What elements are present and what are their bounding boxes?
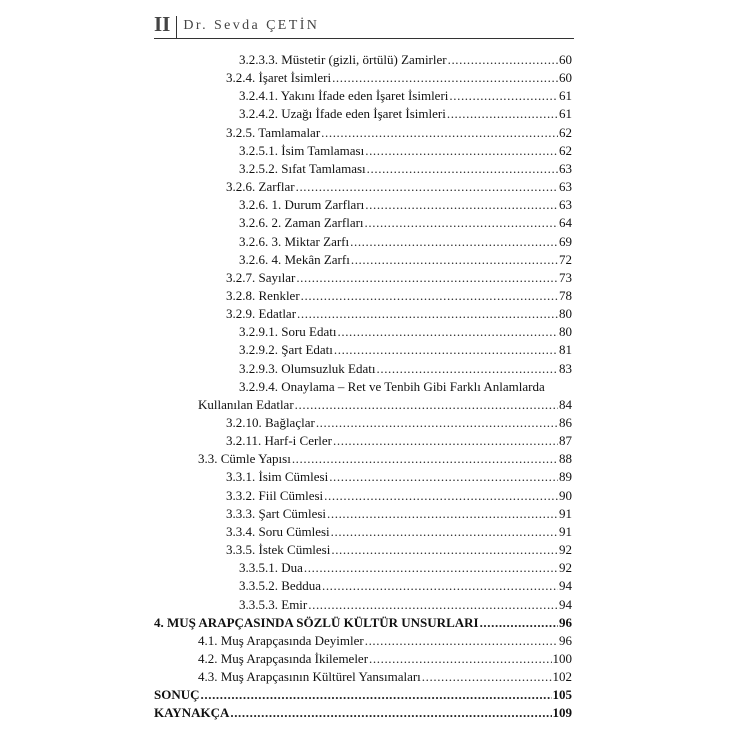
toc-entry — [226, 488, 572, 504]
toc-entry-label: 3.2.9.2. Şart Edatı — [239, 342, 333, 358]
toc-entry-label: 3.2.7. Sayılar — [226, 269, 296, 285]
dot-leader — [351, 252, 558, 268]
toc-entry-label: 3.2.5.1. İsim Tamlaması — [239, 142, 365, 158]
toc-entry-label: 3.2.9.4. Onaylama – Ret ve Tenbih Gibi Farklı Anlamlarda — [239, 378, 545, 394]
toc-entry-page: 91 — [559, 505, 572, 521]
toc-entry-page: 94 — [559, 596, 572, 612]
dot-leader — [201, 687, 552, 703]
toc-entry-label: 3.2.9. Edatlar — [226, 306, 297, 322]
toc-entry-page: 102 — [552, 669, 572, 685]
page-number: II — [154, 12, 171, 36]
dot-leader — [333, 433, 558, 449]
toc-entry-page: 92 — [559, 560, 572, 576]
toc-entry-page: 84 — [559, 396, 572, 412]
dot-leader — [365, 197, 558, 213]
toc-entry — [226, 433, 572, 449]
dot-leader — [327, 506, 558, 522]
toc-entry — [239, 161, 572, 177]
dot-leader — [448, 52, 558, 68]
dot-leader — [295, 397, 558, 413]
toc-entry-label: 3.2.6. 3. Miktar Zarfı — [239, 233, 350, 249]
toc-entry-label: 3.3. Cümle Yapısı — [198, 451, 291, 467]
toc-entry — [239, 379, 545, 395]
toc-entry — [239, 342, 572, 358]
toc-entry — [154, 615, 572, 631]
dot-leader — [308, 597, 558, 613]
toc-entry — [154, 705, 572, 721]
toc-entry — [198, 669, 572, 685]
toc-entry-label: 4.1. Muş Arapçasında Deyimler — [198, 632, 364, 648]
dot-leader — [367, 161, 558, 177]
dot-leader — [350, 234, 558, 250]
toc-entry — [226, 179, 572, 195]
toc-entry-label: 3.3.5.2. Beddua — [239, 578, 321, 594]
toc-entry-page: 86 — [559, 415, 572, 430]
toc-entry-label: 3.3.5.3. Emir — [239, 596, 308, 612]
toc-entry-label: 3.2.10. Bağlaçlar — [226, 415, 315, 430]
toc-entry-page: 78 — [559, 287, 572, 303]
toc-entry-label: 3.2.4.2. Uzağı İfade eden İşaret İsimleri — [239, 106, 446, 122]
toc-entry — [198, 451, 572, 467]
toc-entry-label: 3.2.9.1. Soru Edatı — [239, 324, 337, 340]
toc-entry-page: 81 — [559, 342, 572, 358]
toc-entry — [239, 197, 572, 213]
toc-entry-label: 3.3.2. Fiil Cümlesi — [226, 487, 324, 503]
toc-entry-page: 63 — [559, 160, 572, 176]
dot-leader — [296, 179, 558, 195]
toc-entry-page: 62 — [559, 142, 572, 158]
toc-entry-page: 109 — [552, 705, 572, 721]
toc-entry-label: 3.3.5. İstek Cümlesi — [226, 542, 331, 558]
toc-entry-label: 3.2.6. 4. Mekân Zarfı — [239, 251, 350, 267]
toc-entry — [239, 252, 572, 268]
toc-entry-label: Kullanılan Edatlar — [198, 396, 294, 412]
toc-entry-label: 3.3.4. Soru Cümlesi — [226, 523, 330, 539]
toc-entry — [226, 524, 572, 540]
toc-entry-label: 4.3. Muş Arapçasının Kültürel Yansımaları — [198, 669, 421, 685]
toc-entry-label: 3.2.6. Zarflar — [226, 179, 295, 195]
toc-entry — [226, 542, 572, 558]
dot-leader — [447, 106, 558, 122]
toc-entry-page: 63 — [559, 179, 572, 195]
toc-entry-page: 100 — [552, 650, 572, 666]
toc-entry — [226, 270, 572, 286]
toc-entry-page: 60 — [559, 70, 572, 86]
toc-entry-label: 3.2.3.3. Müstetir (gizli, örtülü) Zamirler — [239, 52, 447, 67]
toc-entry — [239, 361, 572, 377]
toc-entry — [239, 234, 572, 250]
dot-leader — [422, 669, 552, 685]
toc-entry — [239, 215, 572, 231]
dot-leader — [331, 542, 558, 558]
toc-entry-page: 80 — [559, 306, 572, 322]
toc-entry — [226, 70, 572, 86]
toc-entry — [198, 633, 572, 649]
dot-leader — [338, 324, 559, 340]
toc-entry-label: 3.2.9.3. Olumsuzluk Edatı — [239, 360, 376, 376]
toc-entry-page: 73 — [559, 269, 572, 285]
toc-entry-label: 3.2.8. Renkler — [226, 287, 300, 303]
toc-entry-label: 3.2.5. Tamlamalar — [226, 124, 321, 140]
toc-entry — [226, 288, 572, 304]
toc-entry — [226, 306, 572, 322]
toc-entry — [198, 651, 572, 667]
toc-entry-label: 3.2.6. 2. Zaman Zarfları — [239, 215, 364, 231]
dot-leader — [324, 488, 558, 504]
toc-entry-label: 3.3.1. İsim Cümlesi — [226, 469, 329, 485]
toc-entry-label: 3.3.3. Şart Cümlesi — [226, 505, 327, 521]
toc-entry-page: 91 — [559, 523, 572, 539]
toc-entry-page: 72 — [559, 251, 572, 267]
toc-entry — [239, 143, 572, 159]
toc-entry — [198, 397, 572, 413]
dot-leader — [301, 288, 558, 304]
toc-entry-page: 90 — [559, 487, 572, 503]
toc-entry — [239, 578, 572, 594]
toc-entry-page: 96 — [559, 632, 572, 648]
dot-leader — [296, 270, 558, 286]
dot-leader — [369, 651, 551, 667]
toc-entry-page: 89 — [559, 469, 572, 485]
toc-entry-page: 94 — [559, 578, 572, 594]
dot-leader — [329, 469, 558, 485]
toc-entry-label: 3.2.5.2. Sıfat Tamlaması — [239, 160, 366, 176]
header-divider — [176, 16, 177, 38]
toc-entry-page: 60 — [559, 52, 572, 67]
toc-entry-page: 105 — [552, 687, 572, 703]
toc-entry-page: 64 — [559, 215, 572, 231]
toc-entry — [239, 106, 572, 122]
toc-entry — [226, 506, 572, 522]
dot-leader — [321, 125, 558, 141]
toc-entry — [226, 469, 572, 485]
toc-entry-page: 69 — [559, 233, 572, 249]
dot-leader — [365, 143, 558, 159]
toc-entry-page: 83 — [559, 360, 572, 376]
dot-leader — [230, 705, 551, 721]
dot-leader — [297, 306, 558, 322]
toc-entry — [239, 324, 572, 340]
dot-leader — [365, 633, 558, 649]
toc-entry-page: 61 — [559, 106, 572, 122]
dot-leader — [480, 615, 558, 631]
toc-entry-page: 87 — [559, 433, 572, 449]
toc-entry — [239, 52, 572, 68]
toc-entry-label: SONUÇ — [154, 687, 200, 703]
dot-leader — [365, 215, 558, 231]
toc-entry-page: 80 — [559, 324, 572, 340]
toc-entry-page: 62 — [559, 124, 572, 140]
dot-leader — [322, 578, 558, 594]
dot-leader — [449, 88, 558, 104]
toc-entry-label: 3.2.4. İşaret İsimleri — [226, 70, 332, 86]
toc-entry-label: 3.2.11. Harf-i Cerler — [226, 433, 333, 449]
dot-leader — [332, 70, 558, 86]
toc-entry-label: KAYNAKÇA — [154, 705, 230, 721]
dot-leader — [377, 361, 559, 377]
toc-entry-label: 4. MUŞ ARAPÇASINDA SÖZLÜ KÜLTÜR UNSURLARI — [154, 614, 479, 630]
toc-entry — [154, 687, 572, 703]
toc-entry-label: 4.2. Muş Arapçasında İkilemeler — [198, 650, 369, 666]
dot-leader — [334, 342, 558, 358]
page-header — [154, 12, 574, 39]
toc-entry — [239, 88, 572, 104]
toc-entry — [226, 415, 572, 431]
toc-entry-page: 92 — [559, 542, 572, 558]
dot-leader — [292, 451, 558, 467]
dot-leader — [331, 524, 558, 540]
toc-entry-label: 3.2.6. 1. Durum Zarfları — [239, 197, 365, 213]
toc-entry — [239, 560, 572, 576]
toc-entry-page: 61 — [559, 88, 572, 104]
toc-entry — [226, 125, 572, 141]
toc-entry-page: 63 — [559, 197, 572, 213]
toc-entry-label: 3.3.5.1. Dua — [239, 560, 303, 576]
toc-entry — [239, 597, 572, 613]
toc-entry-label: 3.2.4.1. Yakını İfade eden İşaret İsimleri — [239, 88, 449, 104]
dot-leader — [316, 415, 558, 431]
toc-entry-page: 88 — [559, 451, 572, 467]
toc-entry-page: 96 — [559, 614, 572, 630]
author-name: Dr. Sevda ÇETİN — [183, 18, 320, 33]
dot-leader — [304, 560, 558, 576]
